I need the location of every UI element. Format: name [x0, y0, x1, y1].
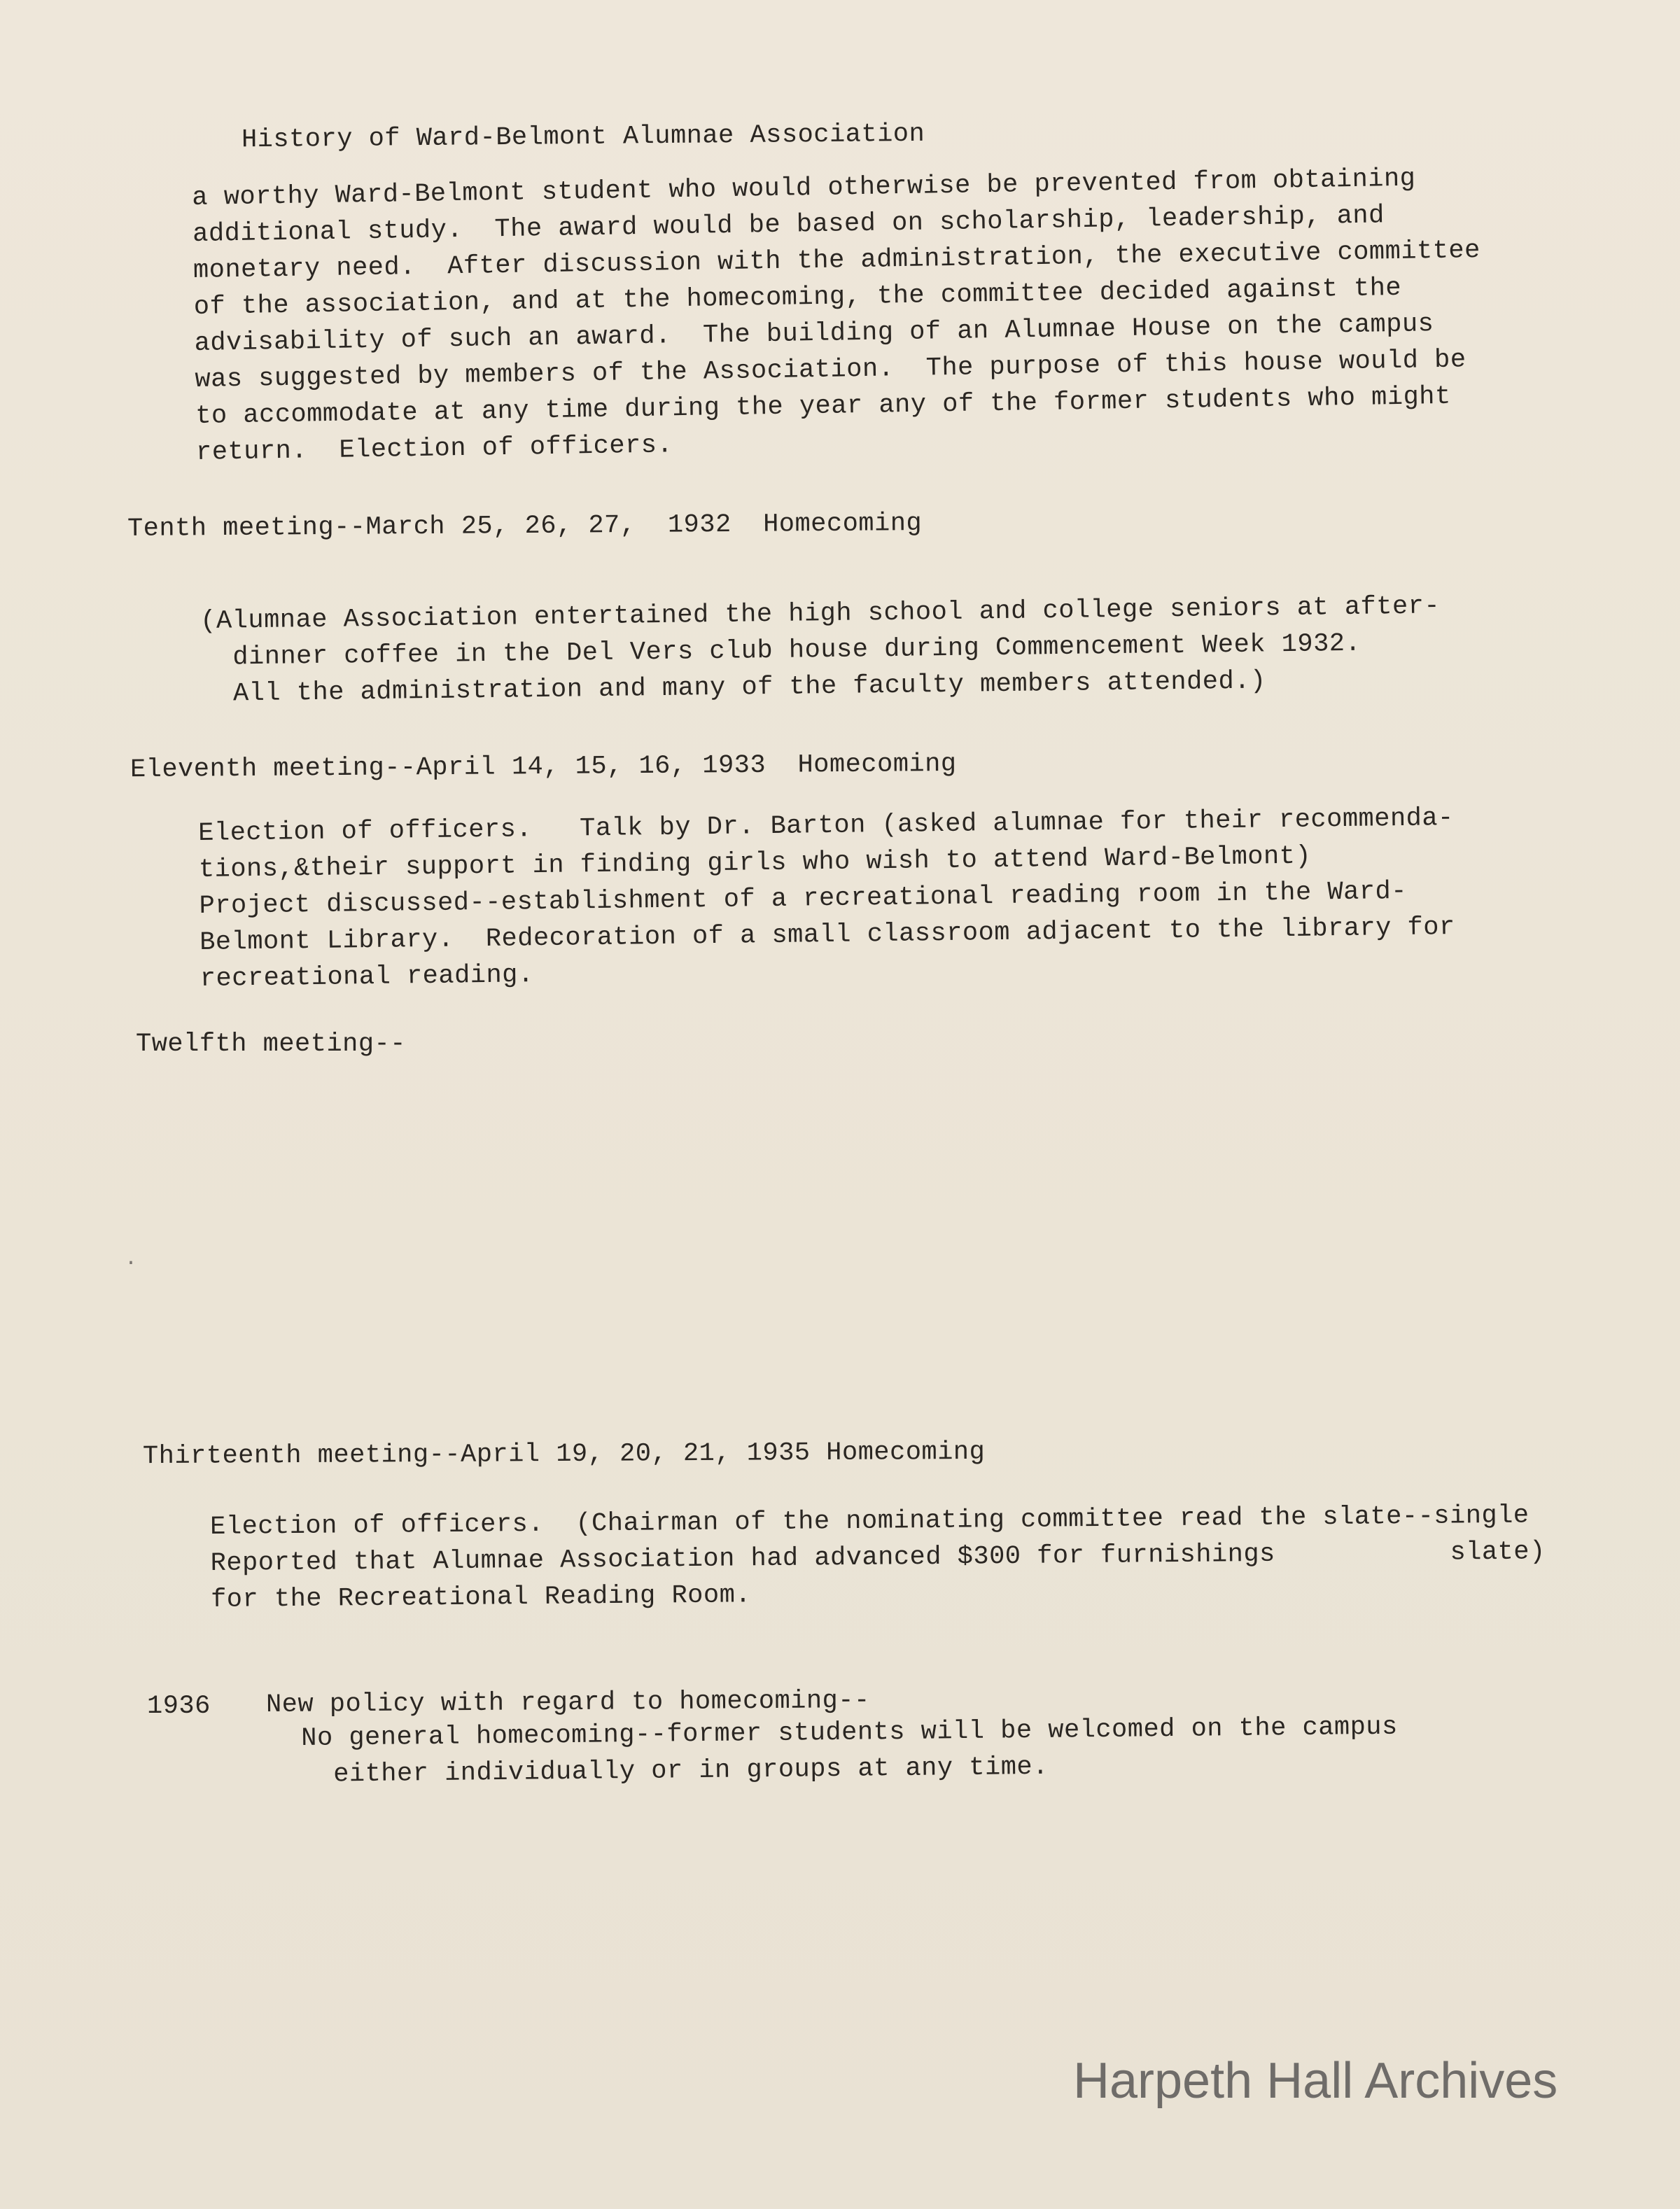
text-line: tions,&their support in finding girls who wish to attend Ward-Belmont) — [198, 841, 1312, 885]
thirteenth-meeting-body — [210, 1497, 1546, 1618]
text-line: dinner coffee in the Del Vers club house during Commencement Week 1932. — [200, 629, 1362, 673]
text-line: either individually or in groups at any time. — [301, 1752, 1049, 1790]
thirteenth-meeting-heading: Thirteenth meeting--April 19, 20, 21, 1935 Homecoming — [142, 1437, 986, 1472]
twelfth-meeting-heading: Twelfth meeting-- — [136, 1030, 406, 1059]
text-line: recreational reading. — [200, 960, 534, 994]
text-line: All the administration and many of the faculty members attended.) — [201, 666, 1266, 709]
text-line: monetary need. After discussion with the administration, the executive committee — [192, 236, 1481, 286]
policy-body — [301, 1709, 1399, 1793]
text-line: No general homecoming--former students will be welcomed on the campus — [301, 1712, 1398, 1753]
text-line: was suggested by members of the Association. The purpose of this house would be — [195, 345, 1466, 395]
archive-watermark: Harpeth Hall Archives — [1073, 2053, 1558, 2109]
tenth-meeting-body — [200, 588, 1441, 713]
policy-heading: New policy with regard to homecoming-- — [265, 1685, 870, 1720]
text-line: a worthy Ward-Belmont student who would otherwise be prevented from obtaining — [192, 164, 1416, 213]
eleventh-meeting-heading: Eleventh meeting--April 14, 15, 16, 1933 Homecoming — [130, 749, 957, 785]
eleventh-meeting-body — [198, 800, 1456, 997]
policy-year: 1936 — [147, 1692, 211, 1721]
text-line: additional study. The award would be based on scholarship, leadership, and — [192, 201, 1385, 249]
tenth-meeting-heading: Tenth meeting--March 25, 26, 27, 1932 Homecoming — [127, 509, 923, 544]
intro-paragraph — [192, 160, 1483, 471]
text-line: return. Election of officers. — [195, 430, 673, 468]
text-line: Reported that Alumnae Association had advanced $300 for furnishings slate) — [210, 1537, 1546, 1578]
text-line: for the Recreational Reading Room. — [210, 1580, 752, 1615]
text-line: Project discussed--establishment of a recreational reading room in the Ward- — [199, 876, 1408, 921]
text-line: (Alumnae Association entertained the high school and college seniors at after- — [200, 591, 1441, 636]
text-line: of the association, and at the homecoming, the committee decided against the — [193, 273, 1402, 322]
text-line: advisability of such an award. The building of an Alumnae House on the campus — [194, 309, 1434, 358]
paper-mark: · — [125, 1251, 138, 1275]
document-title: History of Ward-Belmont Alumnae Association — [241, 119, 925, 155]
text-line: to accommodate at any time during the year any of the former students who might — [195, 381, 1452, 431]
text-line: Belmont Library. Redecoration of a small classroom adjacent to the library for — [199, 913, 1455, 958]
text-line: Election of officers. (Chairman of the nominating committee read the slate--single — [210, 1501, 1530, 1542]
text-line: Election of officers. Talk by Dr. Barton (asked alumnae for their recommenda- — [198, 804, 1455, 848]
